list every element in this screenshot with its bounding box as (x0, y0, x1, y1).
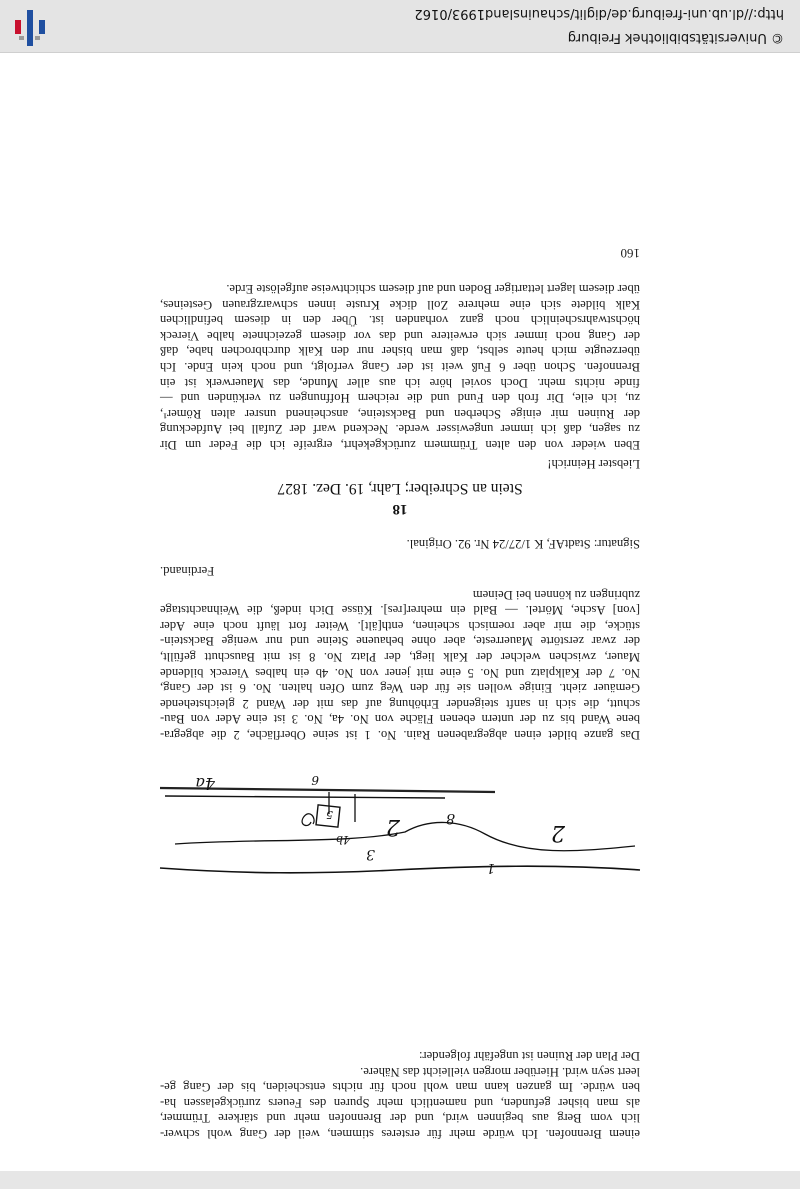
letter-heading: Stein an Schreiber; Lahr, 19. Dez. 1827 (277, 480, 523, 497)
top-margin-bar (0, 1171, 800, 1189)
sketch-label: 3 (366, 846, 375, 862)
copyright-credit: © Universitätsbibliothek Freiburg (567, 30, 784, 45)
salutation: Liebster Heinrich! (547, 457, 640, 471)
intro-paragraph (160, 1047, 640, 1141)
text-line: Das ganze bildet einen abgegrabenen Rain. No. 1 ist seine Oberfläche, 2 die abgegra- (160, 728, 640, 742)
text-line: Mauer, zwischen welcher der Kalk liegt, der Platz No. 8 ist mit Bauschutt gefüllt, (160, 650, 640, 665)
sketch-label: 2 (551, 820, 565, 845)
text-line: Brennofen. Schon über 6 Fuß weit ist der Gang verfolgt, und noch kein Ende. Ich (160, 360, 640, 375)
text-line: über diesem lagert lettartiger Boden und auf diesem schichtweise aufgelöste Erde. (226, 282, 640, 297)
sketch-label: 5 (326, 808, 333, 821)
text-line: No. 7 der Kalkplatz und No. 5 eine mit jener von No. 4b ein halbes Viereck bildende (160, 665, 640, 680)
text-line: stücke, die mir aber roemisch scheinen, enth[ält]. Weiter fort läuft noch eine Ader (160, 618, 640, 633)
closing-signature-name: Ferdinand. (160, 564, 215, 578)
text-line: der Ruinen mir einige Scherben und Backsteine, anscheinend unsrer alten Römer¹, (160, 406, 640, 421)
plan-description-paragraph (160, 586, 640, 742)
text-line: ben würde. Im ganzen kann man wohl noch für nichts entscheiden, bis der Gang ge- (160, 1080, 640, 1095)
sketch-label: 4a (195, 774, 215, 793)
text-line: [von] Asche, Mörtel. — Bald ein mehrer[res]. Küsse Dich indeß, die Weihnachtstage (160, 603, 640, 618)
ub-freiburg-logo-icon (10, 8, 48, 48)
archive-signature-note: Signatur: StadtAF, K 1/27/24 Nr. 92. Original. (406, 537, 640, 551)
text-line: finde nichts mehr. Doch soviel höre ich aus aller Munde, das Mauerwerk ist ein (160, 375, 640, 390)
text-line: Kalk bildete sich eine mehrere Zoll dicke Kruste innen schwarzgrauen Gesteines, (160, 297, 640, 312)
text-line: als man bisher gefunden, und namentlich mehr Spuren des Feuers zurückgelassen ha- (160, 1095, 640, 1110)
text-line: der Gang noch immer sich erweitere und das vor diesem gezeichnete halbe Viereck (160, 328, 640, 343)
sketch-label: 8 (446, 810, 455, 826)
source-url-link[interactable]: http://dl.ub.uni-freiburg.de/diglit/schauinsland1993/0162 (414, 6, 784, 21)
text-line: bene Wand bis zu der untern ebenen Fläche von No. 4a, No. 3 ist eine Ader von Bau- (160, 712, 640, 727)
text-line: Gemäuer zieht. Einige wollen sie für den Weg zum Ofen halten. No. 6 ist der Gang, (160, 681, 640, 696)
text-line: zubringen zu können bei Deinem (472, 587, 640, 602)
text-line: zu sagen, daß ich immer ungewisser werde. Neckend warf der Zufall bei Aufdeckung (160, 422, 640, 437)
sketch-label: 4b (335, 833, 350, 846)
text-line: lich vom Berg aus beginnen wird, und der Brennofen mehr und stärkere Trümmer, (160, 1111, 640, 1126)
sketch-label: 2 (386, 814, 400, 839)
text-line: höchstwahrscheinlich noch ganz vorhanden ist. Über den in diesem befindlichen (160, 313, 640, 328)
sketch-line-wall (175, 822, 635, 850)
page-number: 160 (620, 246, 640, 261)
sketch-label: 1 (486, 860, 495, 875)
text-line: zu, ich eile, Dir froh den Fund und die reichern Hoffnungen zu verkünden und — (160, 391, 640, 406)
text-line: schutt, die sich in sanft steigender Erhöhung auf das mit der Wand 2 gleichstehende (160, 696, 640, 711)
text-line: Der Plan der Ruinen ist ungefähr folgender: (418, 1049, 640, 1064)
text-line: der zwar zerstörte Mauerreste, aber ohne behauene Steine und nur wenige Backstein- (160, 634, 640, 649)
text-line: Eben wieder von den alten Trümmern zurückgekehrt, ergreife ich die Feder um Dir (160, 438, 640, 452)
letter-number: 18 (392, 501, 408, 517)
text-line: leert seyn wird. Hierüber morgen vielleicht das Nähere. (360, 1064, 640, 1079)
text-line: einem Brennofen. Ich würde mehr für ersteres stimmen, weil der Gang wohl schwer- (160, 1127, 640, 1141)
letter-body-paragraph (160, 280, 640, 452)
text-line: überzeugte mich heute selbst, daß man bisher nur den Kalk durchbrochen habe, daß (160, 344, 640, 359)
ruin-plan-sketch (155, 759, 645, 884)
footer-bar (0, 0, 800, 53)
sketch-label: 6 (311, 773, 319, 787)
sketch-line-lower (165, 796, 445, 798)
sketch-line-surface (160, 866, 640, 873)
sketch-loop (302, 814, 314, 826)
